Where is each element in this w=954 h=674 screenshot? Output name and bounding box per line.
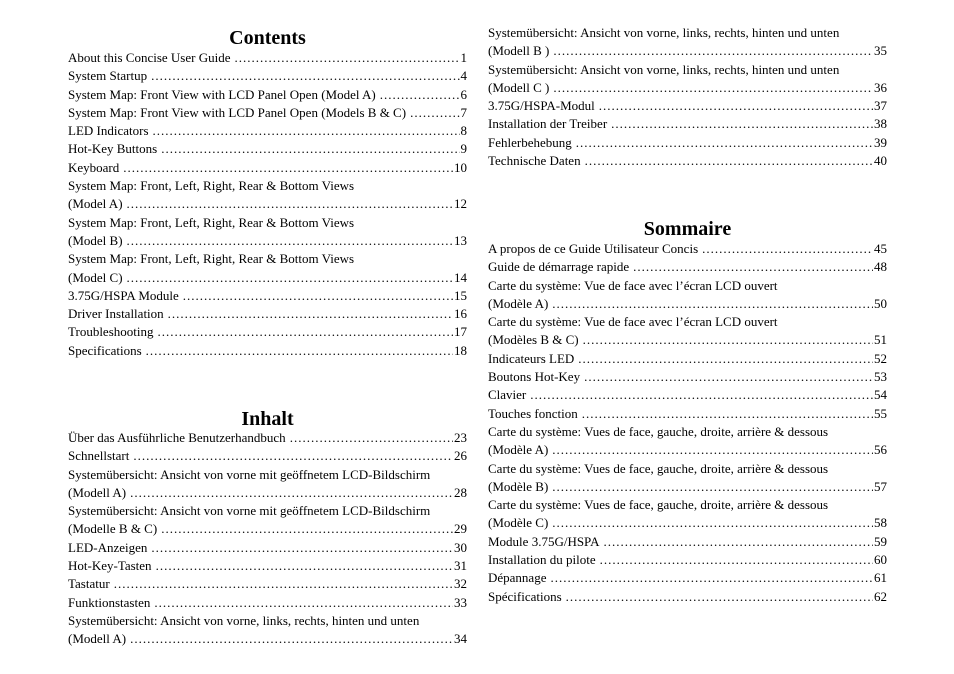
toc-entry-title: (Modèle A) <box>488 295 549 311</box>
dot-leader <box>168 305 453 323</box>
toc-entry-row <box>488 258 887 276</box>
toc-entry-title: 3.75G/HSPA Module <box>68 287 179 303</box>
toc-entry <box>488 277 887 314</box>
toc-entry <box>68 140 467 158</box>
toc-entry <box>68 250 467 287</box>
dot-leader <box>633 258 873 276</box>
dot-leader <box>576 134 873 152</box>
toc-entry-title: Über das Ausführliche Benutzerhandbuch <box>68 430 286 445</box>
toc-entry-title: A propos de ce Guide Utilisateur Concis <box>488 241 699 256</box>
toc-entry-title: (Modell B ) <box>488 43 550 59</box>
toc-entry-title: (Modèle C) <box>488 515 549 531</box>
inhalt-heading: Inhalt <box>241 408 294 430</box>
toc-page-number: 58 <box>874 515 887 531</box>
toc-page-number: 57 <box>874 478 887 494</box>
toc-entry-title: (Model C) <box>68 269 123 285</box>
toc-entry <box>488 496 887 533</box>
toc-entry-title: Dépannage <box>488 570 547 586</box>
toc-page-number: 50 <box>874 295 887 311</box>
toc-entry-title: Installation der Treiber <box>488 116 608 132</box>
toc-entry-title: Tastatur <box>68 576 110 592</box>
toc-entry <box>488 386 887 404</box>
toc-page-number: 60 <box>874 552 887 568</box>
toc-entry <box>68 612 467 649</box>
toc-page-number: 45 <box>874 241 887 256</box>
toc-page-number: 30 <box>454 539 467 555</box>
toc-entry <box>68 159 467 177</box>
toc-entry <box>68 67 467 85</box>
toc-entry-title: Indicateurs LED <box>488 350 575 366</box>
toc-entry-row <box>68 323 467 341</box>
toc-entry-title-line: System Map: Front, Left, Right, Rear & Bottom Views <box>68 214 355 230</box>
dot-leader <box>599 97 873 115</box>
toc-entry <box>68 305 467 323</box>
sommaire-heading: Sommaire <box>643 218 732 240</box>
toc-page-number: 53 <box>874 369 887 385</box>
dot-leader <box>183 287 453 305</box>
toc-entry-row <box>68 575 467 593</box>
toc-page-number: 40 <box>874 153 887 169</box>
toc-entry-title: (Model B) <box>68 232 123 248</box>
toc-entry-row <box>68 232 467 250</box>
toc-entry-row <box>68 104 467 122</box>
toc-entry-title-line: Carte du système: Vue de face avec l’écran LCD ouvert <box>488 277 778 293</box>
dot-leader <box>161 520 453 538</box>
toc-entry <box>68 177 467 214</box>
toc-entry-row <box>488 441 887 459</box>
toc-entry <box>68 342 467 360</box>
toc-entry-title: (Modell C ) <box>488 79 550 95</box>
toc-entry-title: Driver Installation <box>68 306 164 322</box>
toc-page-number: 23 <box>454 430 467 445</box>
toc-entry-row <box>488 350 887 368</box>
toc-page-number: 32 <box>454 576 467 592</box>
toc-entry <box>488 61 887 98</box>
dot-leader <box>130 484 453 502</box>
toc-entry-title: Hot-Key-Tasten <box>68 558 152 574</box>
toc-page-number: 55 <box>874 405 887 421</box>
toc-entry <box>68 594 467 612</box>
toc-entry-row <box>68 557 467 575</box>
toc-entry-row <box>488 295 887 313</box>
toc-page-number: 29 <box>454 521 467 537</box>
toc-entry-row <box>488 386 887 404</box>
toc-page-number: 31 <box>454 558 467 574</box>
toc-entry <box>68 49 467 67</box>
dot-leader <box>552 441 873 459</box>
dot-leader <box>553 79 873 97</box>
toc-page-number: 15 <box>454 287 467 303</box>
toc-entry-title-line: Systemübersicht: Ansicht von vorne, links, rechts, hinten und unten <box>488 25 840 40</box>
toc-entry-row <box>68 49 467 67</box>
toc-entry-title: Touches fonction <box>488 405 578 421</box>
toc-entry-row <box>488 551 887 569</box>
toc-page-number: 17 <box>454 324 467 340</box>
toc-page-number: 37 <box>874 98 887 114</box>
toc-entry-row <box>68 305 467 323</box>
toc-page-number: 7 <box>460 104 467 120</box>
toc-entry-title: (Model A) <box>68 196 123 212</box>
toc-page-number: 18 <box>454 342 467 358</box>
toc-entry-title: Troubleshooting <box>68 324 154 340</box>
dot-leader <box>530 386 873 404</box>
dot-leader <box>157 323 453 341</box>
toc-entry-row <box>488 478 887 496</box>
toc-entry-title-line: Carte du système: Vues de face, gauche, droite, arrière & dessous <box>488 423 829 439</box>
toc-page-number: 26 <box>454 448 467 464</box>
toc-entry-title: System Map: Front View with LCD Panel Open (Models B & C) <box>68 104 407 120</box>
toc-entry-title: LED-Anzeigen <box>68 539 148 555</box>
toc-entry-row <box>488 533 887 551</box>
toc-entry <box>488 152 887 170</box>
toc-entry-row <box>68 484 467 502</box>
toc-entry-title: Hot-Key Buttons <box>68 141 158 157</box>
toc-entry <box>68 122 467 140</box>
dot-leader <box>553 42 873 60</box>
inhalt-continued-list <box>488 24 887 170</box>
toc-entry <box>488 258 887 276</box>
dot-leader <box>702 240 873 258</box>
toc-entry-row <box>488 115 887 133</box>
dot-leader <box>151 539 453 557</box>
dot-leader <box>380 86 460 104</box>
dot-leader <box>585 152 873 170</box>
toc-entry-row <box>488 152 887 170</box>
toc-entry <box>488 350 887 368</box>
toc-entry-title-line: Systemübersicht: Ansicht von vorne, links, rechts, hinten und unten <box>68 612 420 628</box>
toc-entry-title: (Modèle B) <box>488 478 549 494</box>
dot-leader <box>127 195 453 213</box>
toc-page-number: 35 <box>874 43 887 59</box>
sommaire-list <box>488 240 887 606</box>
toc-entry-title: System Map: Front View with LCD Panel Open (Model A) <box>68 86 376 102</box>
dot-leader <box>123 159 453 177</box>
toc-entry-row <box>68 67 467 85</box>
toc-entry <box>68 323 467 341</box>
toc-entry-row <box>68 195 467 213</box>
toc-entry-row <box>68 86 467 104</box>
toc-page-number: 61 <box>874 570 887 586</box>
toc-entry <box>68 429 467 447</box>
toc-entry-title: System Startup <box>68 68 148 84</box>
toc-entry <box>488 24 887 61</box>
toc-entry <box>488 240 887 258</box>
toc-entry-row <box>488 240 887 258</box>
toc-entry <box>68 214 467 251</box>
toc-page-number: 10 <box>454 159 467 175</box>
dot-leader <box>146 342 453 360</box>
dot-leader <box>154 594 453 612</box>
toc-entry <box>68 557 467 575</box>
toc-page-number: 62 <box>874 588 887 604</box>
toc-entry <box>68 104 467 122</box>
toc-page-number: 14 <box>454 269 467 285</box>
dot-leader <box>550 569 873 587</box>
inhalt-list <box>68 429 467 649</box>
toc-entry <box>488 569 887 587</box>
dot-leader <box>127 269 453 287</box>
toc-entry-row <box>68 122 467 140</box>
toc-entry-title: Fehlerbehebung <box>488 134 572 150</box>
dot-leader <box>611 115 873 133</box>
toc-entry-row <box>488 42 887 60</box>
toc-page-number: 39 <box>874 134 887 150</box>
toc-page-number: 1 <box>460 50 467 65</box>
toc-entry-title-line: Carte du système: Vues de face, gauche, droite, arrière & dessous <box>488 497 829 513</box>
toc-entry-title: 3.75G/HSPA-Modul <box>488 98 595 114</box>
toc-entry-title: About this Concise User Guide <box>68 50 231 65</box>
toc-entry-title: Clavier <box>488 387 527 403</box>
toc-entry <box>488 533 887 551</box>
toc-entry <box>488 368 887 386</box>
toc-page-number: 12 <box>454 196 467 212</box>
toc-entry <box>68 86 467 104</box>
dot-leader <box>130 630 453 648</box>
dot-leader <box>600 551 873 569</box>
dot-leader <box>234 49 459 67</box>
toc-page-number: 4 <box>460 68 467 84</box>
toc-entry-row <box>68 429 467 447</box>
dot-leader <box>552 478 873 496</box>
toc-page-number: 54 <box>874 387 887 403</box>
toc-entry <box>488 405 887 423</box>
dot-leader <box>578 350 873 368</box>
dot-leader <box>410 104 459 122</box>
toc-page-number: 59 <box>874 533 887 549</box>
toc-entry-row <box>488 134 887 152</box>
toc-page-number: 34 <box>454 631 467 647</box>
toc-entry <box>68 502 467 539</box>
toc-entry-title: Guide de démarrage rapide <box>488 259 630 275</box>
toc-entry-row <box>68 287 467 305</box>
toc-page-number: 13 <box>454 232 467 248</box>
toc-entry <box>68 447 467 465</box>
toc-page-number: 16 <box>454 306 467 322</box>
toc-entry <box>488 551 887 569</box>
toc-entry-title: (Modèles B & C) <box>488 332 579 348</box>
toc-entry-title-line: System Map: Front, Left, Right, Rear & Bottom Views <box>68 178 355 194</box>
toc-page-number: 36 <box>874 79 887 95</box>
toc-entry-title: (Modell A) <box>68 631 127 647</box>
toc-entry <box>488 97 887 115</box>
toc-entry-title: Technische Daten <box>488 153 581 169</box>
toc-entry-row <box>488 514 887 532</box>
dot-leader <box>566 588 873 606</box>
toc-entry <box>68 575 467 593</box>
toc-page-number: 9 <box>460 141 467 157</box>
toc-entry-title: Specifications <box>68 342 142 358</box>
toc-entry-row <box>68 269 467 287</box>
toc-entry-title: Installation du pilote <box>488 552 596 568</box>
toc-entry <box>488 460 887 497</box>
toc-page-number: 6 <box>460 86 467 102</box>
toc-entry-row <box>488 79 887 97</box>
toc-entry-title: Module 3.75G/HSPA <box>488 533 600 549</box>
toc-page-number: 8 <box>460 123 467 139</box>
toc-entry-row <box>488 569 887 587</box>
toc-entry <box>488 423 887 460</box>
dot-leader <box>583 331 873 349</box>
toc-entry-title-line: System Map: Front, Left, Right, Rear & Bottom Views <box>68 251 355 267</box>
toc-entry-row <box>68 520 467 538</box>
toc-entry-row <box>488 97 887 115</box>
toc-entry-row <box>68 630 467 648</box>
dot-leader <box>603 533 873 551</box>
contents-list <box>68 49 467 360</box>
toc-entry-row <box>68 447 467 465</box>
toc-entry-title: LED Indicators <box>68 123 149 139</box>
toc-entry-row <box>488 405 887 423</box>
dot-leader <box>114 575 453 593</box>
dot-leader <box>161 140 459 158</box>
toc-entry-row <box>488 331 887 349</box>
toc-entry-title: Boutons Hot-Key <box>488 369 581 385</box>
dot-leader <box>552 514 873 532</box>
toc-entry <box>488 115 887 133</box>
toc-page-number: 33 <box>454 594 467 610</box>
toc-entry-row <box>68 159 467 177</box>
toc-entry-row <box>68 140 467 158</box>
dot-leader <box>290 429 453 447</box>
dot-leader <box>156 557 453 575</box>
toc-entry-title: Schnellstart <box>68 448 130 464</box>
toc-entry <box>488 313 887 350</box>
dot-leader <box>151 67 459 85</box>
toc-entry-row <box>68 539 467 557</box>
toc-entry <box>68 466 467 503</box>
toc-entry-title-line: Systemübersicht: Ansicht von vorne, links, rechts, hinten und unten <box>488 61 840 77</box>
toc-entry-title: Spécifications <box>488 588 562 604</box>
dot-leader <box>153 122 460 140</box>
toc-entry-title: Keyboard <box>68 159 120 175</box>
contents-heading: Contents <box>229 27 306 49</box>
toc-entry-row <box>68 342 467 360</box>
toc-entry-title: (Modelle B & C) <box>68 521 158 537</box>
toc-entry <box>488 588 887 606</box>
dot-leader <box>582 405 873 423</box>
toc-entry-title: Funktionstasten <box>68 594 151 610</box>
toc-page-number: 38 <box>874 116 887 132</box>
toc-page-number: 56 <box>874 442 887 458</box>
toc-entry-title-line: Carte du système: Vues de face, gauche, droite, arrière & dessous <box>488 460 829 476</box>
toc-page-number: 28 <box>454 484 467 500</box>
toc-entry-title: (Modèle A) <box>488 442 549 458</box>
dot-leader <box>552 295 873 313</box>
toc-entry <box>68 287 467 305</box>
toc-entry-title-line: Carte du système: Vue de face avec l’écran LCD ouvert <box>488 314 778 330</box>
toc-page-number: 51 <box>874 332 887 348</box>
toc-entry-title: (Modell A) <box>68 484 127 500</box>
toc-entry-title-line: Systemübersicht: Ansicht von vorne mit geöffnetem LCD-Bildschirm <box>68 503 431 519</box>
toc-entry-row <box>488 588 887 606</box>
toc-page-number: 52 <box>874 350 887 366</box>
dot-leader <box>133 447 453 465</box>
toc-entry-row <box>488 368 887 386</box>
toc-entry-title-line: Systemübersicht: Ansicht von vorne mit geöffnetem LCD-Bildschirm <box>68 466 431 482</box>
dot-leader <box>127 232 453 250</box>
toc-entry-row <box>68 594 467 612</box>
toc-entry <box>68 539 467 557</box>
toc-entry <box>488 134 887 152</box>
toc-page-number: 48 <box>874 259 887 275</box>
dot-leader <box>584 368 873 386</box>
